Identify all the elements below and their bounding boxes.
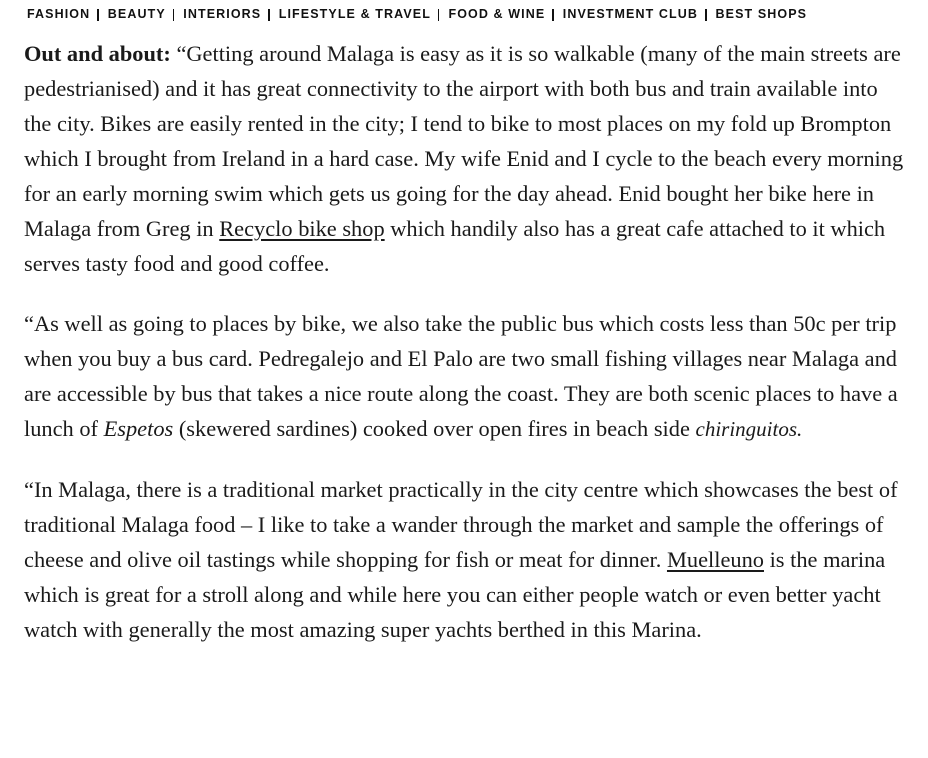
paragraph-text: “In Malaga, there is a traditional market practically in the city centre which showcases the best of traditional Malaga food – I like to take a wander through the market and sample the offerings of cheese and olive oil tastings while shopping for fish or meat for dinner. bbox=[24, 477, 898, 572]
paragraph-text: is the marina which is great for a stroll along and while here you can either people watch or even better yacht watch with generally the most amazing super yachts berthed in this Marina. bbox=[24, 547, 886, 642]
article-paragraph-3 bbox=[24, 472, 904, 647]
paragraph-text: which handily also has a great cafe attached to it which serves tasty food and good coffee. bbox=[24, 216, 886, 276]
paragraph-text: “As well as going to places by bike, we also take the public bus which costs less than 50c per trip when you buy a bus card. Pedregalejo and El Palo are two small fishing villages near Malaga and are accessible by bus that takes a nice route along the coast. They are both scenic places to have a lunch of bbox=[24, 311, 898, 441]
recyclo-bike-shop-link[interactable]: Recyclo bike shop bbox=[219, 216, 385, 241]
article-paragraph-2 bbox=[24, 306, 904, 447]
nav-separator bbox=[97, 9, 99, 21]
nav-separator bbox=[268, 9, 270, 21]
top-navigation bbox=[0, 0, 928, 28]
nav-item-beauty[interactable]: BEAUTY bbox=[107, 7, 166, 21]
italic-term-chiringuitos: chiringuitos. bbox=[695, 417, 803, 441]
article-paragraph-1 bbox=[24, 36, 904, 281]
paragraph-text: (skewered sardines) cooked over open fires in beach side bbox=[173, 416, 696, 441]
nav-separator bbox=[552, 9, 554, 21]
muelleuno-link[interactable]: Muelleuno bbox=[666, 547, 764, 572]
section-lead: Out and about: bbox=[24, 41, 171, 66]
paragraph-text: “Getting around Malaga is easy as it is so walkable (many of the main streets are pedestrianised) and it has great connectivity to the airport with both bus and train available into the city. Bikes are easily rented in the city; I tend to bike to most places on my fold up Brompton which I brought from Ireland in a hard case. My wife Enid and I cycle to the beach every morning for an early morning swim which gets us going for the day ahead. Enid bought her bike here in Malaga from Greg in bbox=[24, 41, 904, 241]
nav-item-investment-club[interactable]: INVESTMENT CLUB bbox=[562, 7, 699, 21]
nav-separator bbox=[438, 9, 440, 21]
nav-item-fashion[interactable]: FASHION bbox=[27, 7, 91, 21]
italic-term-espetos: Espetos bbox=[103, 416, 174, 441]
nav-item-interiors[interactable]: INTERIORS bbox=[183, 7, 262, 21]
article-body bbox=[24, 36, 904, 672]
nav-item-best-shops[interactable]: BEST SHOPS bbox=[715, 7, 808, 21]
nav-separator bbox=[173, 9, 175, 21]
nav-item-food-wine[interactable]: FOOD & WINE bbox=[448, 7, 546, 21]
nav-separator bbox=[705, 9, 707, 21]
nav-item-lifestyle-travel[interactable]: LIFESTYLE & TRAVEL bbox=[278, 7, 431, 21]
